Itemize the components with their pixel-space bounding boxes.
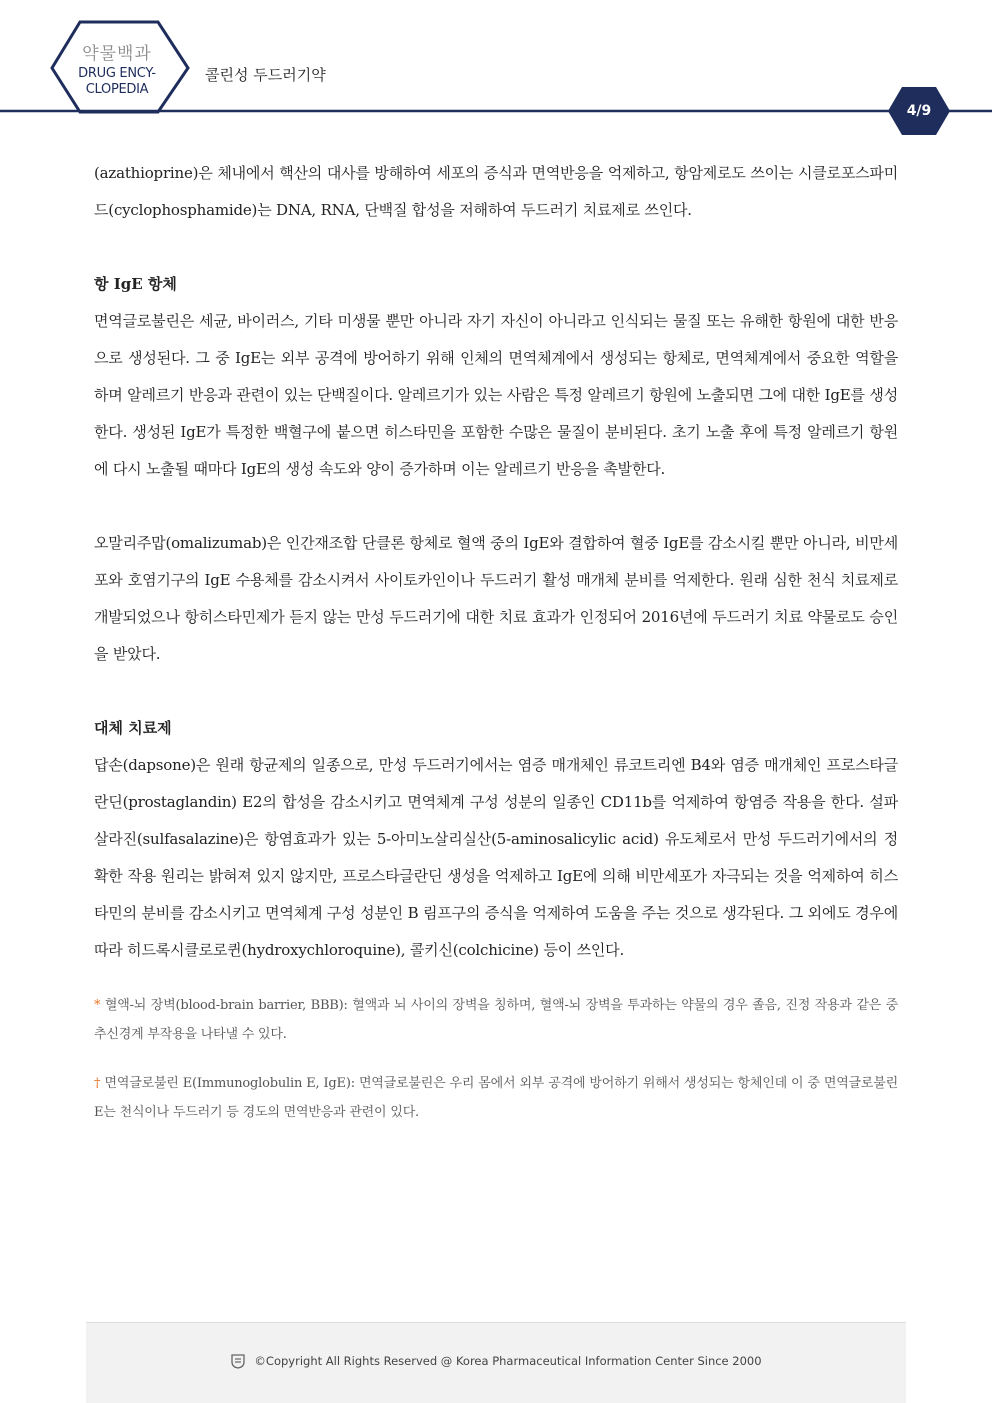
paragraph-omalizumab: 오말리주맙(omalizumab)은 인간재조합 단클론 항체로 혈액 중의 IgE와 결합하여 혈중 IgE를 감소시킬 뿐만 아니라, 비만세포와 호염기구의 IgE 수용체를 감소시켜서 사이토카인이나 두드러기 활성 매개체 분비를 억제한다. 원래 심한 천식 치료제로 개발되었으나 항히스타민제가 듣지 않는 만성 두드러기에 대한 치료 효과가 인정되어 2016년에 두드러기 치료 약물로도 승인을 받았다. bbox=[94, 534, 898, 663]
logo-english-line2: CLOPEDIA bbox=[85, 82, 149, 97]
intro-paragraph: (azathioprine)은 체내에서 핵산의 대사를 방해하여 세포의 증식과 면역반응을 억제하고, 항암제로도 쓰이는 시클로포스파미드(cyclophosphamide)는 DNA, RNA, 단백질 합성을 저해하여 두드러기 치료제로 쓰인다. bbox=[94, 164, 898, 219]
footnote-ige bbox=[94, 1069, 898, 1127]
footnote-bbb bbox=[94, 991, 898, 1049]
paragraph-immunoglobulin: 면역글로불린은 세균, 바이러스, 기타 미생물 뿐만 아니라 자기 자신이 아니라고 인식되는 물질 또는 유해한 항원에 대한 반응으로 생성된다. 그 중 IgE는 외부 공격에 방어하기 위해 인체의 면역체계에서 생성되는 항체로, 면역체계에서 중요한 역할을 하며 알레르기 반응과 관련이 있는 단백질이다. 알레르기가 있는 사람은 특정 알레르기 항원에 노출되면 그에 대한 IgE를 생성한다. 생성된 IgE가 특정한 백혈구에 붙으면 히스타민을 포함한 수많은 물질이 분비된다. 초기 노출 후에 특정 알레르기 항원에 다시 노출될 때마다 IgE의 생성 속도와 양이 증가하며 이는 알레르기 반응을 촉발한다. bbox=[94, 312, 898, 478]
page-header bbox=[0, 0, 992, 140]
logo bbox=[62, 44, 172, 98]
footnote-ige-text: 면역글로불린 E(Immunoglobulin E, IgE): 면역글로불린은 우리 몸에서 외부 공격에 방어하기 위해서 생성되는 항체인데 이 중 면역글로불린 E는 천식이나 두드러기 등 경도의 면역반응과 관련이 있다. bbox=[94, 1076, 898, 1120]
footnote-mark-asterisk: * bbox=[94, 998, 101, 1013]
document-title: 콜린성 두드러기약 bbox=[205, 66, 326, 84]
section-heading-anti-ige: 항 IgE 항체 bbox=[94, 275, 177, 293]
logo-english-line1: DRUG ENCY- bbox=[78, 66, 156, 81]
logo-korean: 약물백과 bbox=[82, 44, 152, 64]
page-number: 4/9 bbox=[906, 103, 932, 119]
footnote-bbb-text: 혈액-뇌 장벽(blood-brain barrier, BBB): 혈액과 뇌 사이의 장벽을 칭하며, 혈액-뇌 장벽을 투과하는 약물의 경우 졸음, 진정 작용과 같은 중추신경계 부작용을 나타낼 수 있다. bbox=[94, 998, 898, 1042]
paragraph-alternative-therapy: 답손(dapsone)은 원래 항균제의 일종으로, 만성 두드러기에서는 염증 매개체인 류코트리엔 B4와 염증 매개체인 프로스타글란딘(prostaglandin) E2의 합성을 감소시키고 면역체계 구성 성분의 일종인 CD11b를 억제하여 항염증 작용을 한다. 설파살라진(sulfasalazine)은 항염효과가 있는 5-아미노살리실산(5-aminosalicylic acid) 유도체로서 만성 두드러기에서의 정확한 작용 원리는 밝혀져 있지 않지만, 프로스타글란딘 생성을 억제하고 IgE에 의해 비만세포가 자극되는 것을 억제하여 히스타민의 분비를 감소시키고 면역체계 구성 성분인 B 림프구의 증식을 억제하여 도움을 주는 것으로 생각된다. 그 외에도 경우에 따라 히드록시클로로퀸(hydroxychloroquine), 콜키신(colchicine) 등이 쓰인다. bbox=[94, 756, 898, 959]
main-content bbox=[94, 155, 898, 1127]
footnote-mark-dagger: † bbox=[94, 1076, 101, 1091]
crest-icon bbox=[230, 1353, 246, 1369]
copyright-text: ©Copyright All Rights Reserved @ Korea Pharmaceutical Information Center Since 2000 bbox=[254, 1354, 762, 1368]
page-footer bbox=[86, 1322, 906, 1403]
section-heading-alternative: 대체 치료제 bbox=[94, 719, 172, 737]
